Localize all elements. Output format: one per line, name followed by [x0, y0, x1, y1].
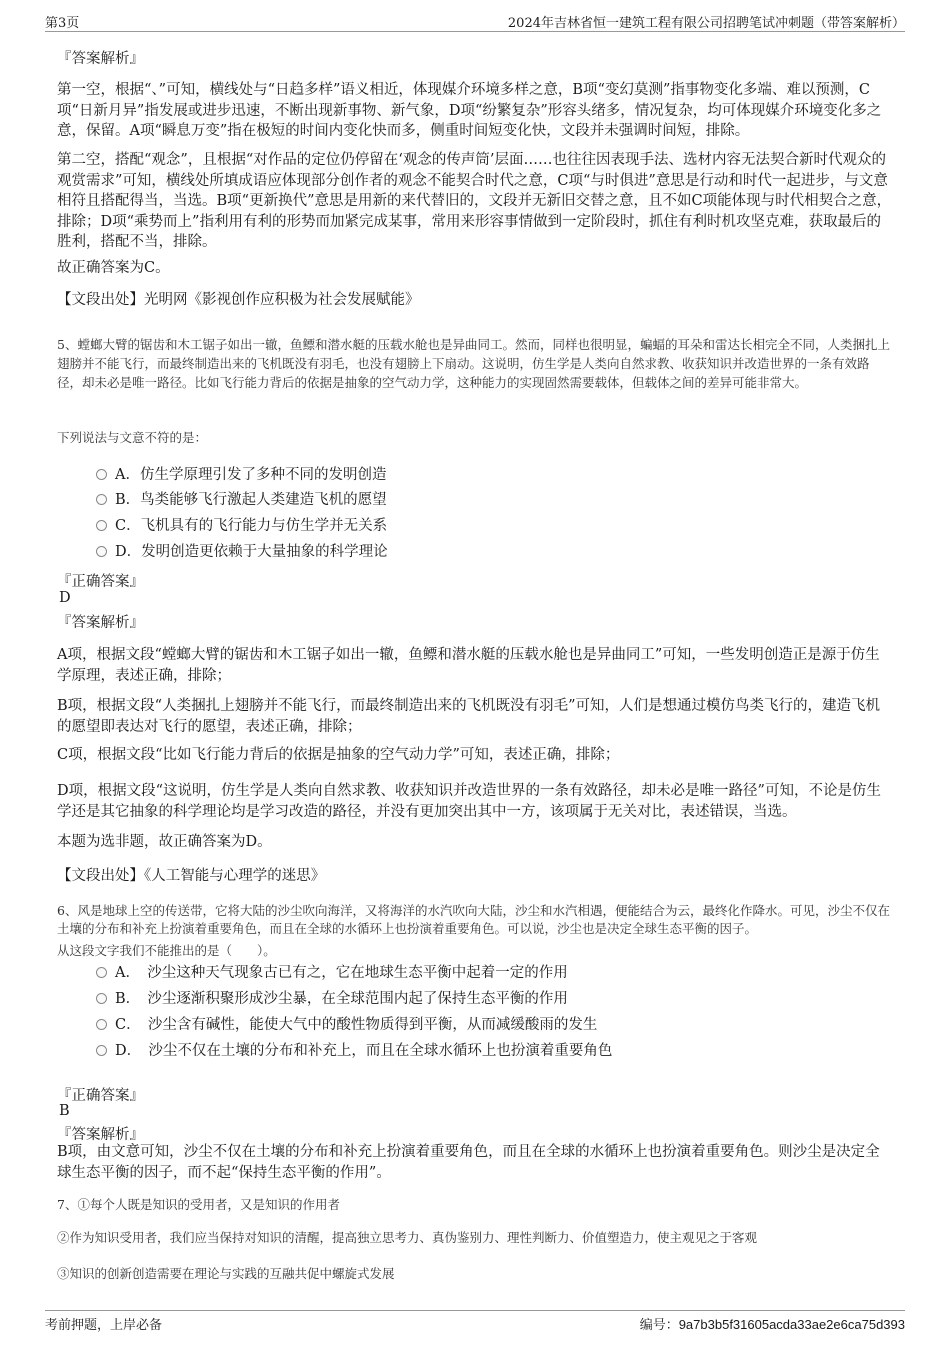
- radio-icon[interactable]: [96, 494, 107, 505]
- q5-option-b[interactable]: B．鸟类能够飞行激起人类建造飞机的愿望: [96, 490, 387, 510]
- q6-answer-label: 『正确答案』: [57, 1088, 144, 1104]
- q5-option-a[interactable]: A．仿生学原理引发了多种不同的发明创造: [96, 465, 386, 485]
- q4-analysis-label: 『答案解析』: [57, 51, 144, 67]
- q6-answer: B: [59, 1103, 70, 1119]
- q5-option-d[interactable]: D．发明创造更依赖于大量抽象的科学理论: [96, 542, 388, 562]
- q4-conclusion: 故正确答案为C。: [57, 260, 170, 276]
- radio-icon[interactable]: [96, 546, 107, 557]
- q5-conclusion: 本题为选非题，故正确答案为D。: [57, 834, 272, 850]
- q5-stem: 5、螳螂大臂的锯齿和木工锯子如出一辙，鱼鳔和潜水艇的压载水舱也是异曲同工。然而，同样也很明显，蝙蝠的耳朵和雷达长相完全不同，人类捆扎上翅膀并不能飞行，而最终制造出来的飞机既没有羽毛，也没有翅膀上下扇动。这说明，仿生学是人类向自然求教、收获知识并改造世界的一条有效路径，却未必是唯一路径。比如飞行能力背后的依据是抽象的空气动力学，这种能力的实现固然需要载体，但载体之间的差异可能非常大。: [57, 337, 890, 390]
- q6-stem: 6、风是地球上空的传送带，它将大陆的沙尘吹向海洋，又将海洋的水汽吹向大陆，沙尘和水汽相遇，便能结合为云，最终化作降水。可见，沙尘不仅在土壤的分布和补充上扮演着重要角色，而且在全球的水循环上也扮演着重要角色。可以说，沙尘也是决定全球生态平衡的因子。: [57, 903, 890, 936]
- q6-analysis: B项，由文意可知，沙尘不仅在土壤的分布和补充上扮演着重要角色，而且在全球的水循环上也扮演着重要角色。则沙尘是决定全球生态平衡的因子，而不起“保持生态平衡的作用”。: [57, 1144, 880, 1181]
- q5-analysis-b: B项，根据文段“人类捆扎上翅膀并不能飞行，而最终制造出来的飞机既没有羽毛”可知，人们是想通过模仿鸟类飞行的，建造飞机的愿望即表达对飞行的愿望，表述正确，排除；: [57, 698, 880, 735]
- document-title: 2024年吉林省恒一建筑工程有限公司招聘笔试冲刺题（带答案解析）: [507, 16, 905, 31]
- radio-icon[interactable]: [96, 993, 107, 1004]
- q4-source: 【文段出处】光明网《影视创作应积极为社会发展赋能》: [57, 292, 420, 308]
- q4-analysis-para1: 第一空，根据“、”可知，横线处与“日趋多样”语义相近，体现媒介环境多样之意，B项“变幻莫测”指事物变化多端、难以预测，C项“日新月异”指发展或进步迅速，不断出现新事物、新气象，D项“纷繁复杂”形容头绪多，情况复杂，均可体现媒介环境变化多之意，保留。A项“瞬息万变”指在极短的时间内变化快而多，侧重时间短变化快，文段并未强调时间短，排除。: [57, 82, 882, 139]
- q6-question: 从这段文字我们不能推出的是（ ）。: [57, 943, 276, 958]
- q4-analysis-para2: 第二空，搭配“观念”，且根据“对作品的定位仍停留在‘观念的传声筒’层面……也往往因表现手法、选材内容无法契合新时代观众的观赏需求”可知，横线处所填成语应体现部分创作者的观念不能契合时代之意，C项“与时俱进”意思是行动和时代一起进步，与文意相符且搭配得当，当选。B项“更新换代”意思是用新的来代替旧的，文段并无新旧交替之意，且不如C项能体现与时代相契合之意，排除；D项“乘势而上”指利用有利的形势而加紧完成某事，常用来形容事情做到一定阶段时，抓住有利时机攻坚克难，获取最后的胜利，搭配不当，排除。: [57, 152, 892, 250]
- q6-option-d[interactable]: D． 沙尘不仅在土壤的分布和补充上，而且在全球水循环上也扮演着重要角色: [96, 1041, 612, 1061]
- radio-icon[interactable]: [96, 1019, 107, 1030]
- radio-icon[interactable]: [96, 1045, 107, 1056]
- page-header: [45, 12, 905, 32]
- footer-slogan: 考前押题，上岸必备: [45, 1318, 163, 1333]
- header-divider: [45, 31, 905, 32]
- q5-analysis-label: 『答案解析』: [57, 615, 144, 631]
- q5-option-c[interactable]: C．飞机具有的飞行能力与仿生学并无关系: [96, 516, 387, 536]
- q6-analysis-label: 『答案解析』: [57, 1127, 144, 1143]
- q5-analysis-a: A项，根据文段“螳螂大臂的锯齿和木工锯子如出一辙，鱼鳔和潜水艇的压载水舱也是异曲同工”可知，一些发明创造正是源于仿生学原理，表述正确，排除；: [57, 647, 880, 684]
- q6-option-c[interactable]: C． 沙尘含有碱性，能使大气中的酸性物质得到平衡，从而减缓酸雨的发生: [96, 1015, 597, 1035]
- document-id: 编号：9a7b3b5f31605acda33ae2e6ca75d393: [639, 1317, 905, 1332]
- q7-line2: ②作为知识受用者，我们应当保持对知识的清醒，提高独立思考力、真伪鉴别力、理性判断力、价值塑造力，使主观见之于客观: [57, 1230, 758, 1245]
- q5-analysis-c: C项，根据文段“比如飞行能力背后的依据是抽象的空气动力学”可知，表述正确，排除；: [57, 747, 620, 763]
- q5-analysis-d: D项，根据文段“这说明，仿生学是人类向自然求教、收获知识并改造世界的一条有效路径，却未必是唯一路径”可知，不论是仿生学还是其它抽象的科学理论均是学习改造的路径，并没有更加突出其中一方，该项属于无关对比，表述错误，当选。: [57, 783, 881, 820]
- radio-icon[interactable]: [96, 967, 107, 978]
- q7-line3: ③知识的创新创造需要在理论与实践的互融共促中螺旋式发展: [57, 1266, 395, 1281]
- q5-answer-label: 『正确答案』: [57, 574, 144, 590]
- q7-line1: 7、①每个人既是知识的受用者，又是知识的作用者: [57, 1197, 340, 1212]
- radio-icon[interactable]: [96, 469, 107, 480]
- q5-source: 【文段出处】《人工智能与心理学的迷思》: [57, 868, 326, 884]
- page-number: 第3页: [45, 16, 80, 31]
- footer-divider: [45, 1310, 905, 1311]
- q6-option-b[interactable]: B． 沙尘逐渐积聚形成沙尘暴，在全球范围内起了保持生态平衡的作用: [96, 989, 568, 1009]
- q5-answer: D: [59, 590, 71, 606]
- radio-icon[interactable]: [96, 520, 107, 531]
- q5-question: 下列说法与文意不符的是：: [57, 430, 208, 445]
- q6-option-a[interactable]: A． 沙尘这种天气现象古已有之，它在地球生态平衡中起着一定的作用: [96, 963, 568, 983]
